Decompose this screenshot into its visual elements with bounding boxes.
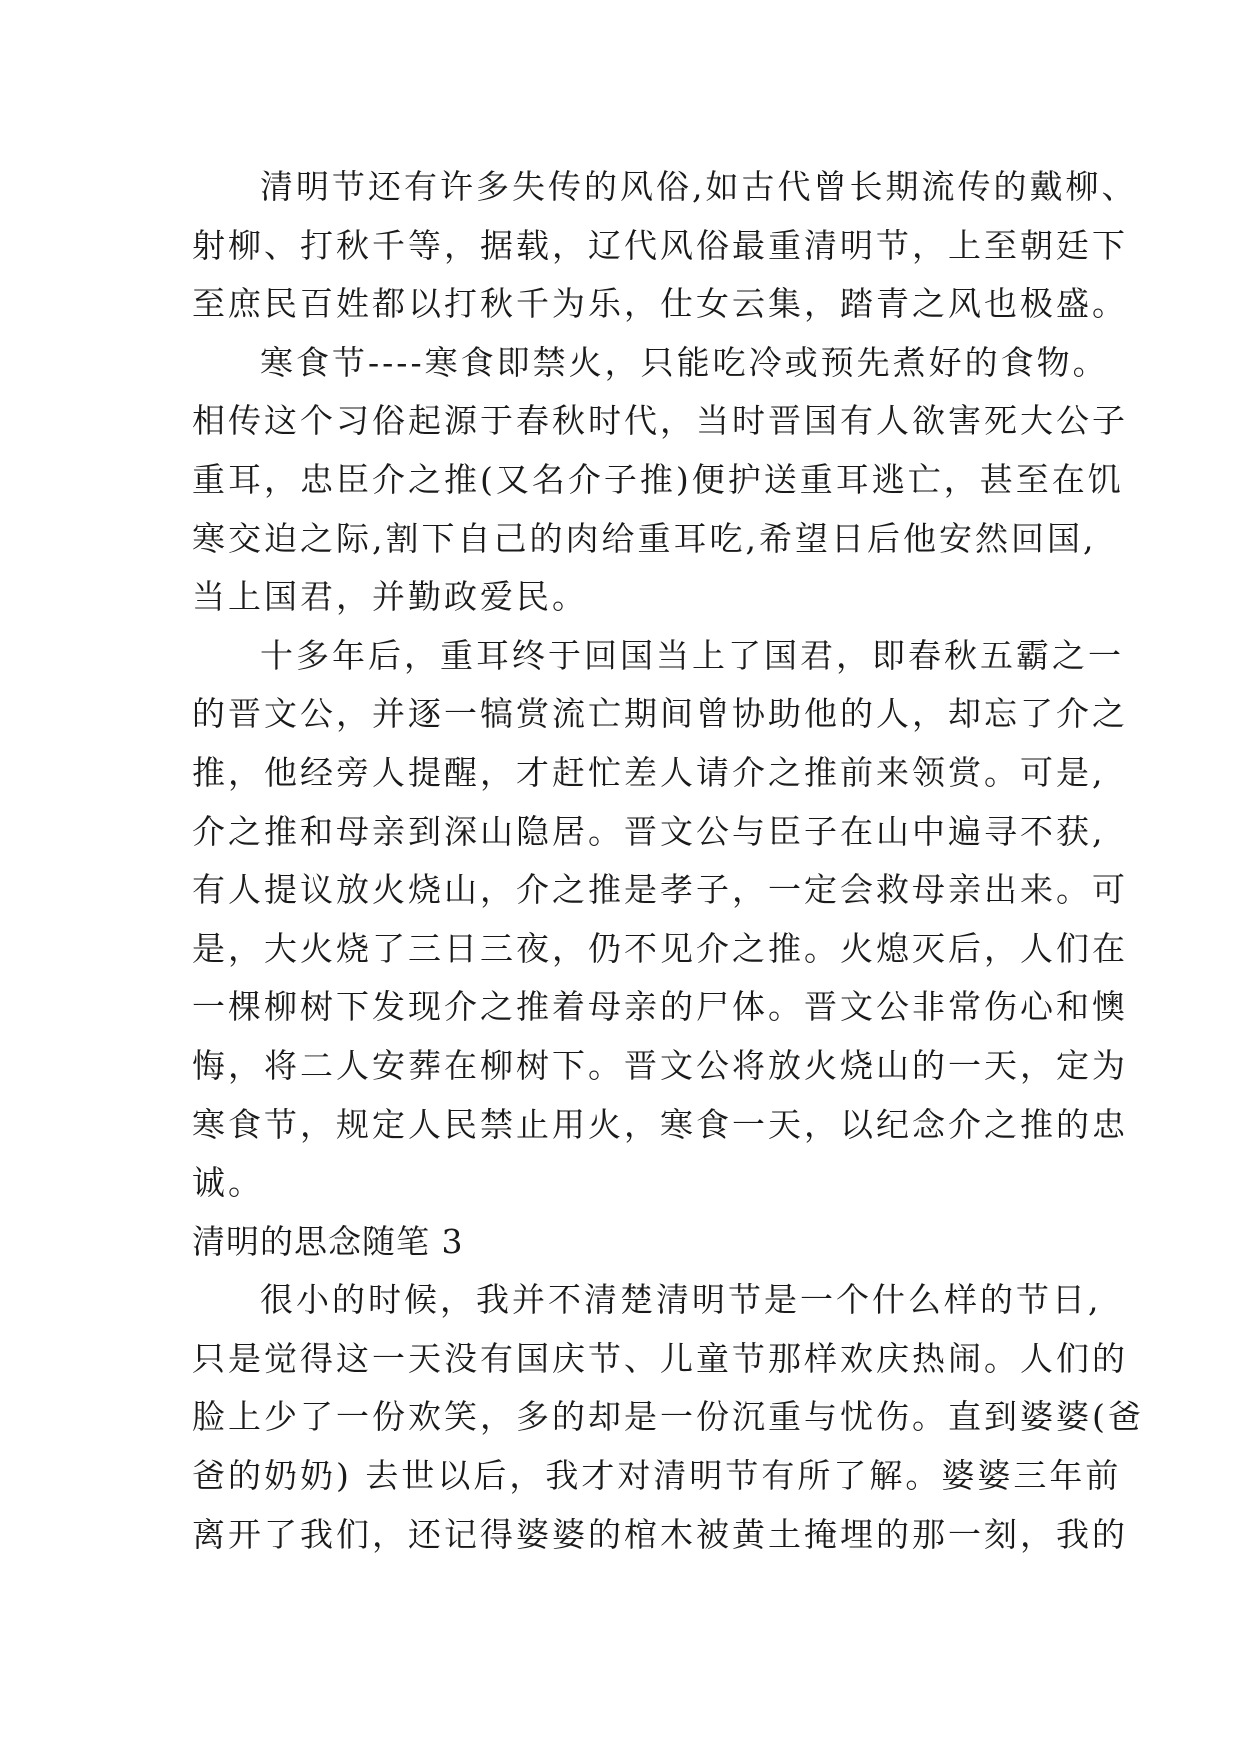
section-heading: 清明的思念随笔 3 xyxy=(192,1221,464,1261)
document-body xyxy=(192,158,1144,1564)
paragraph-line: 介之推和母亲到深山隐居。晋文公与臣子在山中遍寻不获, xyxy=(192,811,1106,851)
paragraph-line: 射柳、打秋千等，据载，辽代风俗最重清明节，上至朝廷下 xyxy=(192,225,1128,265)
paragraph-line: 相传这个习俗起源于春秋时代，当时晋国有人欲害死大公子 xyxy=(192,401,1128,441)
paragraph-line: 推，他经旁人提醒，才赶忙差人请介之推前来领赏。可是, xyxy=(192,752,1106,792)
paragraph-line: 十多年后，重耳终于回国当上了国君，即春秋五霸之一 xyxy=(260,635,1124,675)
paragraph-line: 有人提议放火烧山，介之推是孝子，一定会救母亲出来。可 xyxy=(192,870,1128,910)
paragraph-line: 清明节还有许多失传的风俗,如古代曾长期流传的戴柳、 xyxy=(260,167,1138,206)
paragraph-line: 当上国君，并勤政爱民。 xyxy=(192,577,588,617)
paragraph-line: 是，大火烧了三日三夜，仍不见介之推。火熄灭后，人们在 xyxy=(192,928,1128,968)
paragraph-line: 只是觉得这一天没有国庆节、儿童节那样欢庆热闹。人们的 xyxy=(192,1338,1128,1378)
paragraph-line: 至庶民百姓都以打秋千为乐，仕女云集，踏青之风也极盛。 xyxy=(192,284,1128,324)
paragraph-line: 一棵柳树下发现介之推着母亲的尸体。晋文公非常伤心和懊 xyxy=(192,987,1128,1027)
paragraph-line: 诚。 xyxy=(192,1163,264,1203)
paragraph-line: 很小的时候，我并不清楚清明节是一个什么样的节日, xyxy=(260,1280,1102,1320)
paragraph-line: 悔，将二人安葬在柳树下。晋文公将放火烧山的一天，定为 xyxy=(192,1045,1128,1085)
paragraph-line: 寒食节----寒食即禁火，只能吃冷或预先煮好的食物。 xyxy=(260,342,1109,382)
paragraph-line: 重耳，忠臣介之推(又名介子推)便护送重耳逃亡，甚至在饥 xyxy=(192,459,1124,499)
paragraph-line: 爸的奶奶) 去世以后，我才对清明节有所了解。婆婆三年前 xyxy=(192,1456,1122,1496)
paragraph-line: 的晋文公，并逐一犒赏流亡期间曾协助他的人，却忘了介之 xyxy=(192,694,1128,734)
paragraph-line: 脸上少了一份欢笑，多的却是一份沉重与忧伤。直到婆婆(爸 xyxy=(192,1397,1144,1437)
paragraph-line: 寒食节，规定人民禁止用火，寒食一天，以纪念介之推的忠 xyxy=(192,1104,1128,1144)
paragraph-line: 离开了我们，还记得婆婆的棺木被黄土掩埋的那一刻，我的 xyxy=(192,1514,1128,1554)
paragraph-line: 寒交迫之际,割下自己的肉给重耳吃,希望日后他安然回国, xyxy=(192,518,1097,558)
